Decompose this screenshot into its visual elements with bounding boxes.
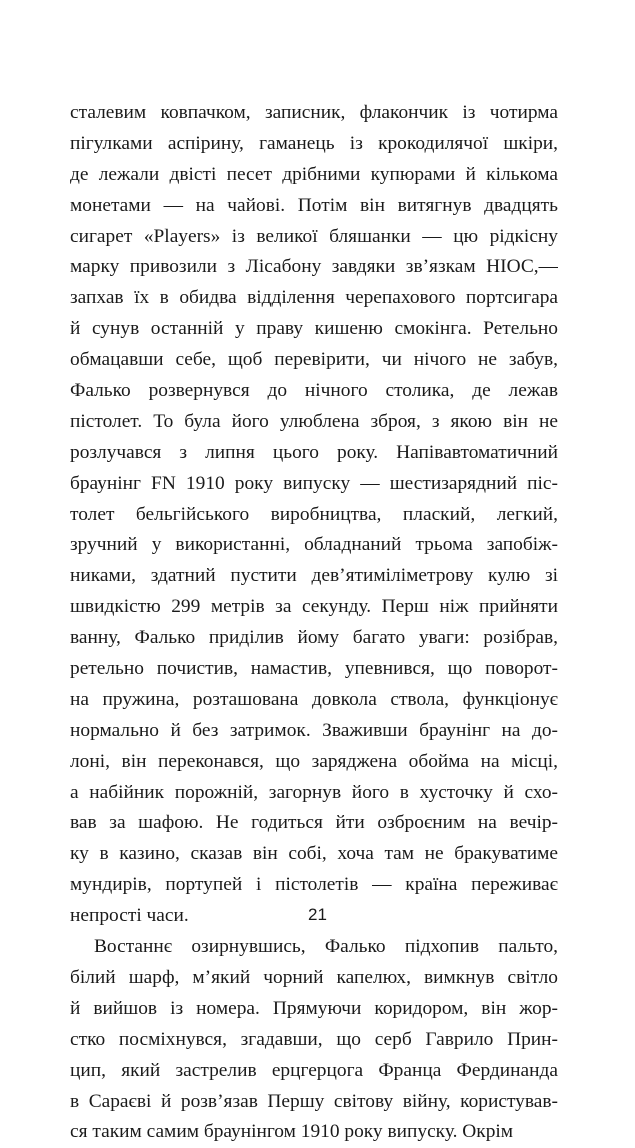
text-line: никами, здатний пустити дев’ятиміліметрову кулю зі: [70, 565, 558, 587]
text-line: сигарет «Players» із великої бляшанки — цю рідкісну: [70, 225, 558, 247]
text-line: запхав їх в обидва відділення черепахового портсигара: [70, 287, 558, 309]
text-line: стко посміхнувся, згадавши, що серб Гаврило Прин-: [70, 1028, 558, 1050]
text-line: толет бельгійського виробництва, плаский, легкий,: [70, 503, 558, 525]
body-text: [70, 98, 558, 1148]
text-line: й сунув останній у праву кишеню смокінга. Ретельно: [70, 318, 558, 340]
text-line: монетами — на чайові. Потім він витягнув двадцять: [70, 194, 558, 216]
text-line: цип, який застрелив ерцгерцога Франца Фердинанда: [70, 1059, 558, 1081]
text-line: нормально й без затримок. Зваживши браунінг на до-: [70, 719, 558, 741]
text-line: зручний у використанні, обладнаний трьома запобіж-: [70, 534, 558, 556]
text-line: сталевим ковпачком, записник, флакончик із чотирма: [70, 102, 558, 123]
text-line: пістолет. То була його улюблена зброя, з якою він не: [70, 410, 558, 432]
text-line: ку в казино, сказав він собі, хоча там не бракуватиме: [70, 843, 558, 865]
text-line: Востаннє озирнувшись, Фалько підхопив пальто,: [94, 936, 558, 958]
text-line: лоні, він переконався, що заряджена обойма на місці,: [70, 750, 558, 772]
text-line: пігулками аспірину, гаманець із крокодилячої шкіри,: [70, 132, 558, 154]
text-line: де лежали двісті песет дрібними купюрами й кількома: [70, 163, 558, 185]
paragraph: [70, 932, 558, 1148]
text-line: ся таким самим браунінгом 1910 року випуску. Окрім: [70, 1121, 514, 1143]
text-line: розлучався з липня цього року. Напівавтоматичний: [70, 441, 558, 463]
text-line: марку привозили з Лісабону завдяки зв’язкам НІОС,—: [70, 256, 558, 278]
text-line: й вийшов із номера. Прямуючи коридором, він жор-: [70, 997, 558, 1019]
text-line: ретельно почистив, намастив, упевнився, що поворот-: [70, 658, 558, 680]
text-line: ванну, Фалько приділив йому багато уваги: розібрав,: [70, 627, 558, 649]
text-line: в Сараєві й розв’язав Першу світову війну, користував-: [70, 1090, 558, 1112]
text-line: білий шарф, м’який чорний капелюх, вимкнув світло: [70, 966, 558, 988]
page-number: 21: [308, 905, 327, 924]
text-line: обмацавши себе, щоб перевірити, чи нічого не забув,: [70, 349, 558, 371]
text-line: Фалько розвернувся до нічного столика, де лежав: [70, 380, 558, 402]
text-line: мундирів, портупей і пістолетів — країна переживає: [70, 874, 558, 896]
paragraph: [70, 98, 558, 932]
text-line: на пружина, розташована довкола ствола, функціонує: [70, 688, 558, 710]
text-line: браунінг FN 1910 року випуску — шестизарядний піс-: [70, 472, 558, 494]
text-line: непрості часи.: [70, 905, 189, 927]
text-line: а набійник порожній, загорнув його в хусточку й схо-: [70, 781, 558, 803]
text-line: вав за шафою. Не годиться йти озброєним на вечір-: [70, 812, 558, 834]
text-line: швидкістю 299 метрів за секунду. Перш ніж прийняти: [70, 596, 558, 618]
